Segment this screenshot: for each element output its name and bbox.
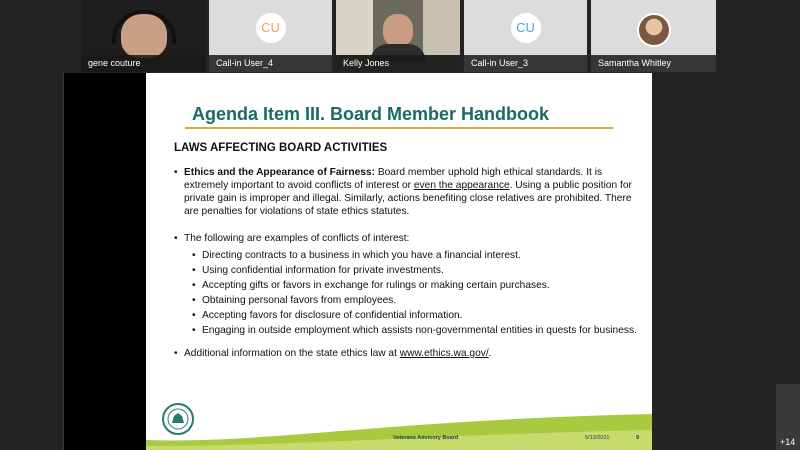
footer-page-number: 9 xyxy=(636,435,640,441)
conflicts-list xyxy=(192,249,644,337)
footer-swoosh xyxy=(146,410,652,450)
ethics-link[interactable]: www.ethics.wa.gov/ xyxy=(399,348,489,359)
list-item: • Using confidential information for private investments. xyxy=(192,264,644,277)
participant-name: Call-in User_3 xyxy=(464,55,587,72)
participant-name: Call-in User_4 xyxy=(209,55,332,72)
list-item: • Directing contracts to a business in which you have a financial interest. xyxy=(192,249,644,262)
participant-tile-call-in-user-3[interactable] xyxy=(464,0,587,72)
list-item: • Accepting favors for disclosure of confidential information. xyxy=(192,309,644,322)
headphones-icon xyxy=(112,10,176,44)
participant-tile-call-in-user-4[interactable] xyxy=(209,0,332,72)
participant-tile-kelly-jones[interactable] xyxy=(336,0,460,72)
participant-tile-samantha-whitley[interactable] xyxy=(591,0,716,72)
organization-seal-logo xyxy=(162,403,194,435)
footer-date: 5/13/2021 xyxy=(585,435,610,441)
additional-info-bullet xyxy=(174,347,644,360)
ethics-text-before: Board member uphold high ethical standards. It is extremely important to avoid conflicts of interest or xyxy=(184,167,603,191)
slide-body xyxy=(174,166,644,370)
participant-initials-avatar: CU xyxy=(256,13,286,43)
list-item: • Engaging in outside employment which assists non-governmental entities in quests for business. xyxy=(192,324,644,337)
list-item: • Obtaining personal favors from employees. xyxy=(192,294,644,307)
more-participants-count[interactable]: +14 xyxy=(780,437,796,447)
additional-info-text: Additional information on the state ethics law at xyxy=(184,348,400,359)
conflicts-intro: The following are examples of conflicts of interest: xyxy=(184,233,410,244)
slide-title: Agenda Item III. Board Member Handbook xyxy=(192,104,550,124)
list-item: • Accepting gifts or favors in exchange for rulings or making certain purchases. xyxy=(192,279,644,292)
presentation-slide xyxy=(146,73,652,450)
footer-organization: Veterans Advisory Board xyxy=(393,435,459,441)
title-divider xyxy=(185,127,613,129)
additional-info-suffix: . xyxy=(488,348,492,359)
participant-name: Samantha Whitley xyxy=(591,55,716,72)
participant-tile-gene-couture[interactable] xyxy=(81,0,206,72)
section-heading: LAWS AFFECTING BOARD ACTIVITIES xyxy=(174,142,388,154)
participant-name: gene couture xyxy=(81,55,206,72)
participant-video xyxy=(383,14,413,46)
ethics-underlined: even the appearance xyxy=(413,180,510,191)
participant-initials-avatar: CU xyxy=(511,13,541,43)
ethics-bullet xyxy=(174,166,644,218)
ethics-lead: Ethics and the Appearance of Fairness: xyxy=(184,167,375,178)
participant-name: Kelly Jones xyxy=(336,55,460,72)
ethics-text-after: . Using a public position for private gain is improper and illegal. Similarly, actions benefiting close relatives are prohibited. There are penalties for violations of state ethics statutes. xyxy=(184,180,632,217)
participant-photo-avatar xyxy=(637,13,671,47)
conflicts-bullet xyxy=(174,232,644,337)
